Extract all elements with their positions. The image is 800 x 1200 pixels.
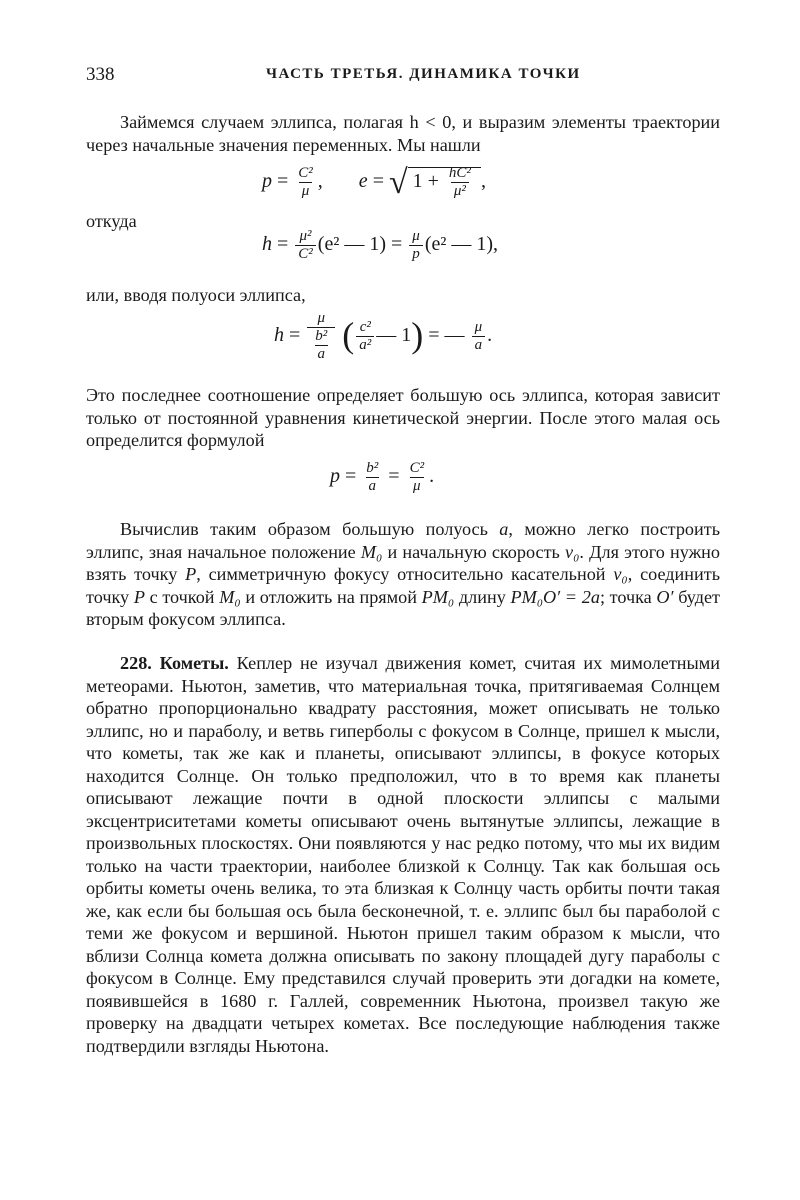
math-symbol: P: [133, 586, 145, 607]
text-run: , симметричную фокусу относительно касательной: [196, 564, 614, 584]
paragraph-semiaxes: или, вводя полуоси эллипса,: [86, 285, 306, 305]
denominator: [307, 327, 335, 363]
fraction: [472, 319, 486, 354]
fraction: [407, 460, 428, 495]
numerator: b²: [366, 460, 379, 476]
denominator: a: [472, 336, 486, 354]
formula-symbol: =: [277, 233, 289, 256]
math-symbol: M₀: [360, 541, 383, 562]
paragraph-comets: [86, 652, 720, 1057]
fraction: [363, 460, 381, 495]
text-run: Вычислив таким образом большую полуось: [120, 519, 500, 539]
math-symbol: O′: [656, 586, 674, 607]
formula-symbol: ,: [317, 170, 323, 192]
section-heading: 228. Кометы.: [120, 653, 229, 673]
fraction: [446, 165, 474, 200]
fraction: [356, 319, 374, 354]
text-run: и отложить на прямой: [240, 586, 422, 607]
sqrt-body: [408, 164, 481, 199]
paragraph-construction: [86, 518, 720, 631]
fraction: [409, 228, 423, 263]
formula-symbol: h: [274, 324, 284, 347]
formula-symbol: h: [262, 233, 272, 256]
math-symbol: M₀: [219, 586, 241, 607]
formula-p-e: [262, 164, 486, 202]
math-symbol: PM₀: [421, 586, 455, 607]
text-run: , можно легко построить эллипс, зная начальное положение: [86, 519, 720, 562]
text-run: Кеплер не изучал движения комет, считая их мимолетными метеорами. Ньютон, заметив, что материальная точка, притягиваемая Солнцем обратно пропорционально квадрату расстояния, может описывать не только эллипс, но и параболу, и ветвь гиперболы с фокусом в Солнце, пришел к мысли, что кометы, так же как и планеты, описывают эллипсы, в фокусе которых находится Солнце. Он только предположил, что в то время как планеты описывают лежащие почти в одной плоскости эллипсы с малыми эксцентриситетами кометы описывают очень вытянутые эллипсы, лежащие в произвольных плоскостях. Они появляются у нас редко потому, что мы их видим только на части траектории, наиболее близкой к Солнцу. Так как большая ось орбиты кометы очень велика, то эта близкая к Солнцу часть орбиты почти такая же, как если бы большая ось была бесконечной, т. е. эллипс был бы параболой с теми же фокусом и вершиной. Ньютон пришел таким образом к мысли, что вблизи Солнца комета должна описывать по закону площадей дугу параболы с фокусом в Солнце. Ему представился случай проверить эти догадки на комете, появившейся в 1680 г. Галлей, современник Ньютона, произвел такую же проверку на двадцати четырех кометах. Все последующие наблюдения также подтвердили взгляды Ньютона.: [86, 653, 720, 1056]
numerator: μ: [412, 228, 420, 244]
numerator: μ²: [299, 228, 312, 244]
paragraph-ellipse-intro: Займемся случаем эллипса, полагая h < 0, и выразим элементы траектории через начальные значения переменных. Мы нашли: [86, 112, 720, 155]
denominator: a: [366, 477, 380, 495]
formula-h-axes: [274, 310, 492, 363]
formula-symbol: p: [330, 465, 340, 488]
paren-close: ): [411, 315, 424, 356]
denominator: μ²: [451, 182, 469, 200]
text-run: . Для этого нужно взять точку: [86, 541, 720, 584]
paragraph-major-axis: Это последнее соотношение определяет большую ось эллипса, которая зависит только от постоянной уравнения кинетической энергии. После этого малая ось определится формулой: [86, 385, 720, 450]
formula-symbol: = —: [428, 324, 465, 347]
formula-symbol: =: [388, 465, 400, 488]
math-symbol: v₀: [613, 564, 628, 584]
formula-symbol: ,: [480, 170, 486, 192]
formula-symbol: (e² — 1): [317, 233, 386, 256]
numerator: b²: [315, 328, 328, 344]
text-run: будет вторым фокусом эллипса.: [86, 586, 720, 629]
formula-h-e: [262, 228, 498, 263]
text-run: ; точка: [599, 586, 657, 607]
numerator: C²: [298, 164, 313, 181]
fraction: [295, 228, 316, 263]
formula-symbol: p: [262, 170, 272, 192]
formula-symbol: =: [289, 324, 301, 347]
formula-symbol: =: [345, 465, 357, 488]
page-header: [86, 64, 720, 94]
denominator: a²: [356, 336, 374, 354]
compound-fraction: [307, 310, 335, 363]
formula-symbol: (e² — 1): [424, 233, 494, 256]
numerator: hC²: [448, 164, 471, 181]
page-number: 338: [86, 64, 115, 85]
numerator: C²: [409, 460, 425, 476]
formula-symbol: =: [277, 170, 289, 192]
formula-symbol: 1 +: [412, 170, 439, 192]
formula-symbol: — 1: [376, 324, 412, 347]
text-run: , соединить точку: [86, 564, 720, 607]
running-title: ЧАСТЬ ТРЕТЬЯ. ДИНАМИКА ТОЧКИ: [266, 66, 581, 82]
numerator: μ: [474, 319, 483, 335]
denominator: C²: [295, 245, 316, 263]
math-symbol: a: [499, 519, 509, 539]
formula-symbol: ,: [493, 233, 499, 256]
denominator: μ: [410, 477, 424, 495]
text-run: длину: [454, 586, 511, 607]
numerator: c²: [359, 319, 371, 335]
math-symbol: PM₀O′ = 2a: [510, 586, 600, 607]
formula-symbol: =: [372, 170, 384, 192]
fraction: [295, 165, 316, 200]
numerator: μ: [317, 310, 326, 326]
paren-open: (: [342, 315, 355, 356]
formula-p-b: [330, 460, 434, 495]
denominator: μ: [299, 182, 313, 200]
formula-symbol: =: [391, 233, 403, 256]
formula-symbol: .: [429, 465, 435, 488]
math-symbol: v₀: [565, 541, 580, 562]
text-run: с точкой: [144, 586, 220, 607]
text-run: и начальную скорость: [382, 541, 566, 562]
denominator: a: [315, 345, 329, 363]
word-otkuda: откуда: [86, 211, 137, 231]
formula-symbol: .: [487, 324, 493, 347]
sqrt-sign: √: [388, 164, 408, 201]
math-symbol: P: [185, 564, 197, 584]
fraction: [312, 328, 330, 363]
formula-symbol: e: [358, 170, 368, 192]
denominator: p: [409, 245, 423, 263]
